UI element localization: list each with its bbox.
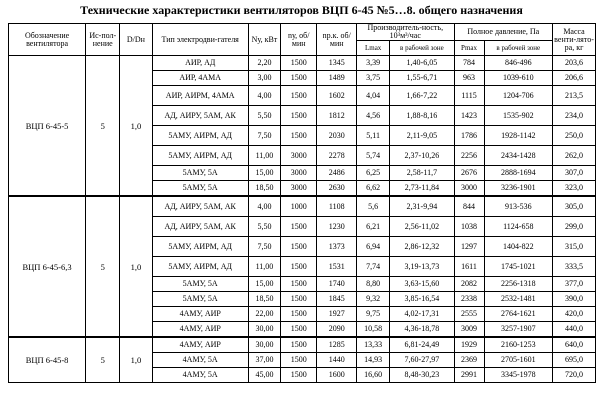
cell-motor-type: АД, АИРУ, 5АМ, АК [152,196,248,217]
cell-p-work-zone: 846-496 [484,56,553,71]
cell-p-work-zone: 1039-610 [484,71,553,86]
cell-power: 5,50 [248,106,280,126]
cell-l-work-zone: 3,63-15,60 [390,277,454,292]
group-execution: 5 [86,196,120,337]
cell-pmax: 1038 [454,217,484,237]
cell-rpm-motor: 1500 [281,56,317,71]
cell-mass: 206,6 [553,71,596,86]
cell-motor-type: 4АМУ, АИР [152,322,248,338]
cell-mass: 203,6 [553,56,596,71]
cell-l-work-zone: 1,40-6,05 [390,56,454,71]
cell-p-work-zone: 1745-1021 [484,257,553,277]
cell-rpm-wheel: 1345 [317,56,357,71]
cell-motor-type: 5АМУ, АИРМ, АД [152,126,248,146]
cell-rpm-wheel: 1812 [317,106,357,126]
cell-pmax: 2369 [454,353,484,368]
cell-power: 11,00 [248,257,280,277]
group-dd: 1,0 [120,196,152,337]
cell-lmax: 16,60 [357,368,390,383]
cell-rpm-wheel: 2090 [317,322,357,338]
cell-motor-type: 5АМУ, АИРМ, АД [152,237,248,257]
cell-rpm-wheel: 2630 [317,181,357,197]
cell-motor-type: 5АМУ, 5А [152,181,248,197]
cell-mass: 323,0 [553,181,596,197]
cell-rpm-wheel: 1927 [317,307,357,322]
cell-mass: 695,0 [553,353,596,368]
cell-power: 15,00 [248,277,280,292]
cell-l-work-zone: 1,55-6,71 [390,71,454,86]
header-productivity: Производитель-ность, 10³м³/час [357,24,454,41]
cell-mass: 420,0 [553,307,596,322]
cell-l-work-zone: 6,81-24,49 [390,337,454,353]
cell-l-work-zone: 4,02-17,31 [390,307,454,322]
cell-l-work-zone: 1,66-7,22 [390,86,454,106]
cell-pmax: 844 [454,196,484,217]
cell-lmax: 10,58 [357,322,390,338]
cell-p-work-zone: 2160-1253 [484,337,553,353]
cell-rpm-motor: 3000 [281,166,317,181]
cell-lmax: 6,62 [357,181,390,197]
cell-p-work-zone: 3236-1901 [484,181,553,197]
cell-p-work-zone: 1124-658 [484,217,553,237]
cell-lmax: 5,6 [357,196,390,217]
cell-rpm-wheel: 1740 [317,277,357,292]
cell-p-work-zone: 1204-706 [484,86,553,106]
cell-p-work-zone: 2532-1481 [484,292,553,307]
cell-lmax: 13,33 [357,337,390,353]
group-designation: ВЦП 6-45-6,3 [9,196,86,337]
cell-rpm-wheel: 1285 [317,337,357,353]
cell-rpm-motor: 1500 [281,257,317,277]
cell-l-work-zone: 2,11-9,05 [390,126,454,146]
cell-pmax: 2991 [454,368,484,383]
cell-rpm-motor: 1000 [281,196,317,217]
cell-l-work-zone: 2,86-12,32 [390,237,454,257]
cell-mass: 213,5 [553,86,596,106]
cell-motor-type: АД, АИРУ, 5АМ, АК [152,217,248,237]
cell-pmax: 2256 [454,146,484,166]
header-pressure: Полное давление, Па [454,24,553,41]
cell-lmax: 9,75 [357,307,390,322]
cell-rpm-wheel: 1489 [317,71,357,86]
cell-rpm-motor: 1500 [281,277,317,292]
cell-l-work-zone: 2,37-10,26 [390,146,454,166]
cell-power: 3,00 [248,71,280,86]
cell-lmax: 7,74 [357,257,390,277]
cell-lmax: 5,74 [357,146,390,166]
cell-mass: 377,0 [553,277,596,292]
cell-motor-type: 5АМУ, 5А [152,292,248,307]
cell-motor-type: АД, АИРУ, 5АМ, АК [152,106,248,126]
cell-pmax: 2555 [454,307,484,322]
cell-power: 11,00 [248,146,280,166]
group-designation: ВЦП 6-45-8 [9,337,86,383]
cell-mass: 305,0 [553,196,596,217]
cell-lmax: 4,56 [357,106,390,126]
header-dd: D/Dн [120,24,152,56]
cell-rpm-motor: 1500 [281,307,317,322]
cell-p-work-zone: 1535-902 [484,106,553,126]
cell-rpm-wheel: 2030 [317,126,357,146]
cell-rpm-wheel: 1108 [317,196,357,217]
cell-power: 4,00 [248,196,280,217]
cell-pmax: 1423 [454,106,484,126]
cell-power: 37,00 [248,353,280,368]
cell-mass: 333,5 [553,257,596,277]
cell-rpm-wheel: 1230 [317,217,357,237]
cell-rpm-motor: 1500 [281,237,317,257]
cell-mass: 440,0 [553,322,596,338]
table-row [9,337,596,353]
cell-motor-type: 4АМУ, 5А [152,368,248,383]
cell-motor-type: 4АМУ, АИР [152,337,248,353]
cell-l-work-zone: 4,36-18,78 [390,322,454,338]
cell-p-work-zone: 2705-1601 [484,353,553,368]
cell-l-work-zone: 3,19-13,73 [390,257,454,277]
cell-power: 30,00 [248,322,280,338]
cell-rpm-motor: 1500 [281,353,317,368]
cell-pmax: 2338 [454,292,484,307]
cell-motor-type: 5АМУ, 5А [152,277,248,292]
cell-l-work-zone: 2,58-11,7 [390,166,454,181]
header-pmax: Pmax [454,41,484,56]
cell-lmax: 6,94 [357,237,390,257]
cell-power: 7,50 [248,237,280,257]
cell-pmax: 3009 [454,322,484,338]
cell-mass: 720,0 [553,368,596,383]
group-execution: 5 [86,56,120,197]
cell-lmax: 3,39 [357,56,390,71]
cell-l-work-zone: 2,31-9,94 [390,196,454,217]
cell-rpm-motor: 1500 [281,292,317,307]
cell-p-work-zone: 2256-1318 [484,277,553,292]
cell-mass: 234,0 [553,106,596,126]
group-dd: 1,0 [120,337,152,383]
cell-lmax: 3,75 [357,71,390,86]
cell-motor-type: 4АМУ, 5А [152,353,248,368]
cell-p-work-zone: 3257-1907 [484,322,553,338]
cell-mass: 315,0 [553,237,596,257]
cell-rpm-motor: 1500 [281,217,317,237]
cell-motor-type: АИР, АИРМ, 4АМА [152,86,248,106]
cell-l-work-zone: 2,73-11,84 [390,181,454,197]
cell-rpm-wheel: 1440 [317,353,357,368]
cell-p-work-zone: 1928-1142 [484,126,553,146]
cell-power: 5,50 [248,217,280,237]
cell-power: 22,00 [248,307,280,322]
header-motor-type: Тип электродви-гателя [152,24,248,56]
cell-lmax: 14,93 [357,353,390,368]
cell-pmax: 1929 [454,337,484,353]
cell-pmax: 1786 [454,126,484,146]
cell-motor-type: АИР, АД [152,56,248,71]
group-designation: ВЦП 6-45-5 [9,56,86,197]
cell-rpm-motor: 1500 [281,71,317,86]
cell-l-work-zone: 8,48-30,23 [390,368,454,383]
cell-p-work-zone: 3345-1978 [484,368,553,383]
cell-lmax: 6,25 [357,166,390,181]
cell-rpm-motor: 1500 [281,322,317,338]
cell-rpm-motor: 1500 [281,337,317,353]
cell-pmax: 3000 [454,181,484,197]
header-designation: Обозначение вентилятора [9,24,86,56]
header-l-work-zone: в рабочей зоне [390,41,454,56]
cell-rpm-wheel: 1373 [317,237,357,257]
cell-power: 2,20 [248,56,280,71]
cell-rpm-motor: 1500 [281,368,317,383]
cell-pmax: 2082 [454,277,484,292]
cell-mass: 299,0 [553,217,596,237]
cell-power: 30,00 [248,337,280,353]
table-title: Технические характеристики вентиляторов ВЦП 6-45 №5…8. общего назначения [80,3,523,17]
cell-rpm-wheel: 1531 [317,257,357,277]
group-execution: 5 [86,337,120,383]
cell-rpm-motor: 1500 [281,126,317,146]
cell-power: 18,50 [248,292,280,307]
cell-l-work-zone: 3,85-16,54 [390,292,454,307]
cell-rpm-motor: 3000 [281,146,317,166]
cell-power: 7,50 [248,126,280,146]
cell-lmax: 9,32 [357,292,390,307]
cell-rpm-wheel: 1600 [317,368,357,383]
cell-pmax: 2676 [454,166,484,181]
cell-p-work-zone: 2764-1621 [484,307,553,322]
cell-l-work-zone: 2,56-11,02 [390,217,454,237]
cell-pmax: 963 [454,71,484,86]
cell-mass: 250,0 [553,126,596,146]
cell-mass: 262,0 [553,146,596,166]
cell-motor-type: 5АМУ, АИРМ, АД [152,257,248,277]
cell-lmax: 5,11 [357,126,390,146]
cell-rpm-wheel: 2486 [317,166,357,181]
table-row [9,56,596,71]
cell-power: 45,00 [248,368,280,383]
header-execution: Ис-пол-нение [86,24,120,56]
cell-p-work-zone: 1404-822 [484,237,553,257]
cell-power: 18,50 [248,181,280,197]
cell-motor-type: 5АМУ, 5А [152,166,248,181]
cell-mass: 307,0 [553,166,596,181]
specs-table [8,23,596,383]
cell-motor-type: 5АМУ, АИРМ, АД [152,146,248,166]
header-mass: Масса венти-лято-ра, кг [553,24,596,56]
cell-mass: 390,0 [553,292,596,307]
cell-power: 4,00 [248,86,280,106]
cell-motor-type: АИР, 4АМА [152,71,248,86]
cell-p-work-zone: 913-536 [484,196,553,217]
cell-l-work-zone: 1,88-8,16 [390,106,454,126]
cell-pmax: 1611 [454,257,484,277]
header-power: Nу, кВт [248,24,280,56]
cell-rpm-wheel: 2278 [317,146,357,166]
header-rpm-motor: nу, об/мин [281,24,317,56]
cell-lmax: 4,04 [357,86,390,106]
cell-l-work-zone: 7,60-27,97 [390,353,454,368]
cell-rpm-wheel: 1602 [317,86,357,106]
header-lmax: Lmax [357,41,390,56]
table-row [9,196,596,217]
header-rpm-wheel: nр.к. об/мин [317,24,357,56]
group-dd: 1,0 [120,56,152,197]
cell-pmax: 1297 [454,237,484,257]
cell-motor-type: 4АМУ, АИР [152,307,248,322]
cell-p-work-zone: 2888-1694 [484,166,553,181]
table-body [9,56,596,383]
cell-lmax: 6,21 [357,217,390,237]
cell-lmax: 8,80 [357,277,390,292]
cell-rpm-motor: 3000 [281,181,317,197]
cell-rpm-motor: 1500 [281,86,317,106]
cell-rpm-wheel: 1845 [317,292,357,307]
cell-mass: 640,0 [553,337,596,353]
cell-p-work-zone: 2434-1428 [484,146,553,166]
cell-pmax: 784 [454,56,484,71]
cell-pmax: 1115 [454,86,484,106]
header-p-work-zone: в рабочей зоне [484,41,553,56]
cell-power: 15,00 [248,166,280,181]
cell-rpm-motor: 1500 [281,106,317,126]
